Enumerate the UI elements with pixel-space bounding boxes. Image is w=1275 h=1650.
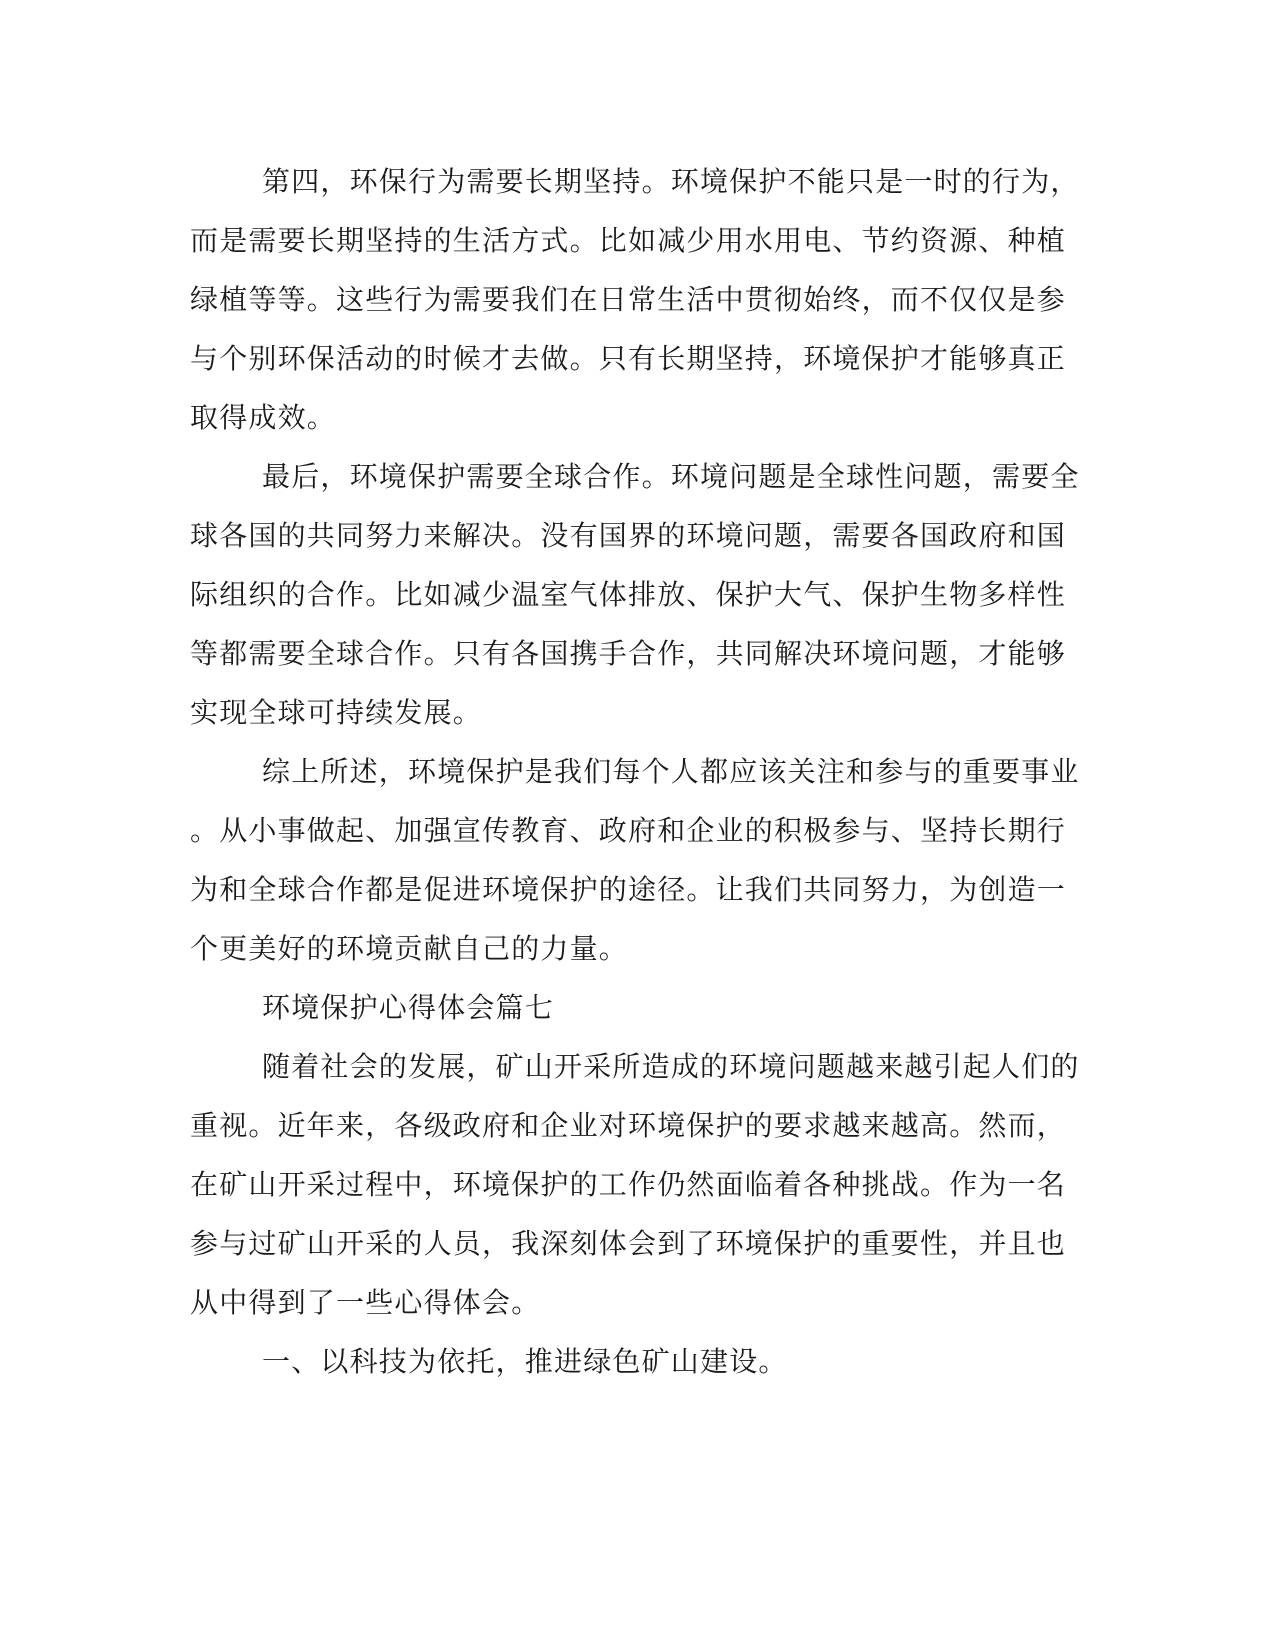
paragraph-5-line-1: 随着社会的发展，矿山开采所造成的环境问题越来越引起人们的 — [262, 1050, 1080, 1083]
paragraph-2-line-5: 实现全球可持续发展。 — [190, 696, 483, 729]
paragraph-3-line-4: 个更美好的环境贡献自己的力量。 — [190, 932, 629, 965]
paragraph-3-line-2: 。从小事做起、加强宣传教育、政府和企业的积极参与、坚持长期行 — [190, 814, 1067, 847]
paragraph-5-line-4: 参与过矿山开采的人员，我深刻体会到了环境保护的重要性，并且也 — [190, 1227, 1067, 1260]
paragraph-5-line-5: 从中得到了一些心得体会。 — [190, 1286, 541, 1319]
paragraph-5-line-2: 重视。近年来，各级政府和企业对环境保护的要求越来越高。然而， — [190, 1109, 1067, 1142]
section-heading: 环境保护心得体会篇七 — [262, 991, 555, 1024]
paragraph-2-line-4: 等都需要全球合作。只有各国携手合作，共同解决环境问题，才能够 — [190, 637, 1067, 670]
paragraph-1-line-3: 绿植等等。这些行为需要我们在日常生活中贯彻始终，而不仅仅是参 — [190, 283, 1067, 316]
paragraph-5-line-3: 在矿山开采过程中，环境保护的工作仍然面临着各种挑战。作为一名 — [190, 1168, 1067, 1201]
paragraph-2-line-3: 际组织的合作。比如减少温室气体排放、保护大气、保护生物多样性 — [190, 578, 1067, 611]
subsection-heading: 一、以科技为依托，推进绿色矿山建设。 — [262, 1345, 788, 1378]
paragraph-3-line-3: 为和全球合作都是促进环境保护的途径。让我们共同努力，为创造一 — [190, 873, 1067, 906]
paragraph-1-line-1: 第四，环保行为需要长期坚持。环境保护不能只是一时的行为， — [262, 165, 1080, 198]
paragraph-1-line-4: 与个别环保活动的时候才去做。只有长期坚持，环境保护才能够真正 — [190, 342, 1067, 375]
paragraph-3-line-1: 综上所述，环境保护是我们每个人都应该关注和参与的重要事业 — [262, 755, 1080, 788]
paragraph-1-line-2: 而是需要长期坚持的生活方式。比如减少用水用电、节约资源、种植 — [190, 224, 1067, 257]
paragraph-2-line-2: 球各国的共同努力来解决。没有国界的环境问题，需要各国政府和国 — [190, 519, 1067, 552]
paragraph-1-line-5: 取得成效。 — [190, 401, 337, 434]
paragraph-2-line-1: 最后，环境保护需要全球合作。环境问题是全球性问题，需要全 — [262, 460, 1080, 493]
